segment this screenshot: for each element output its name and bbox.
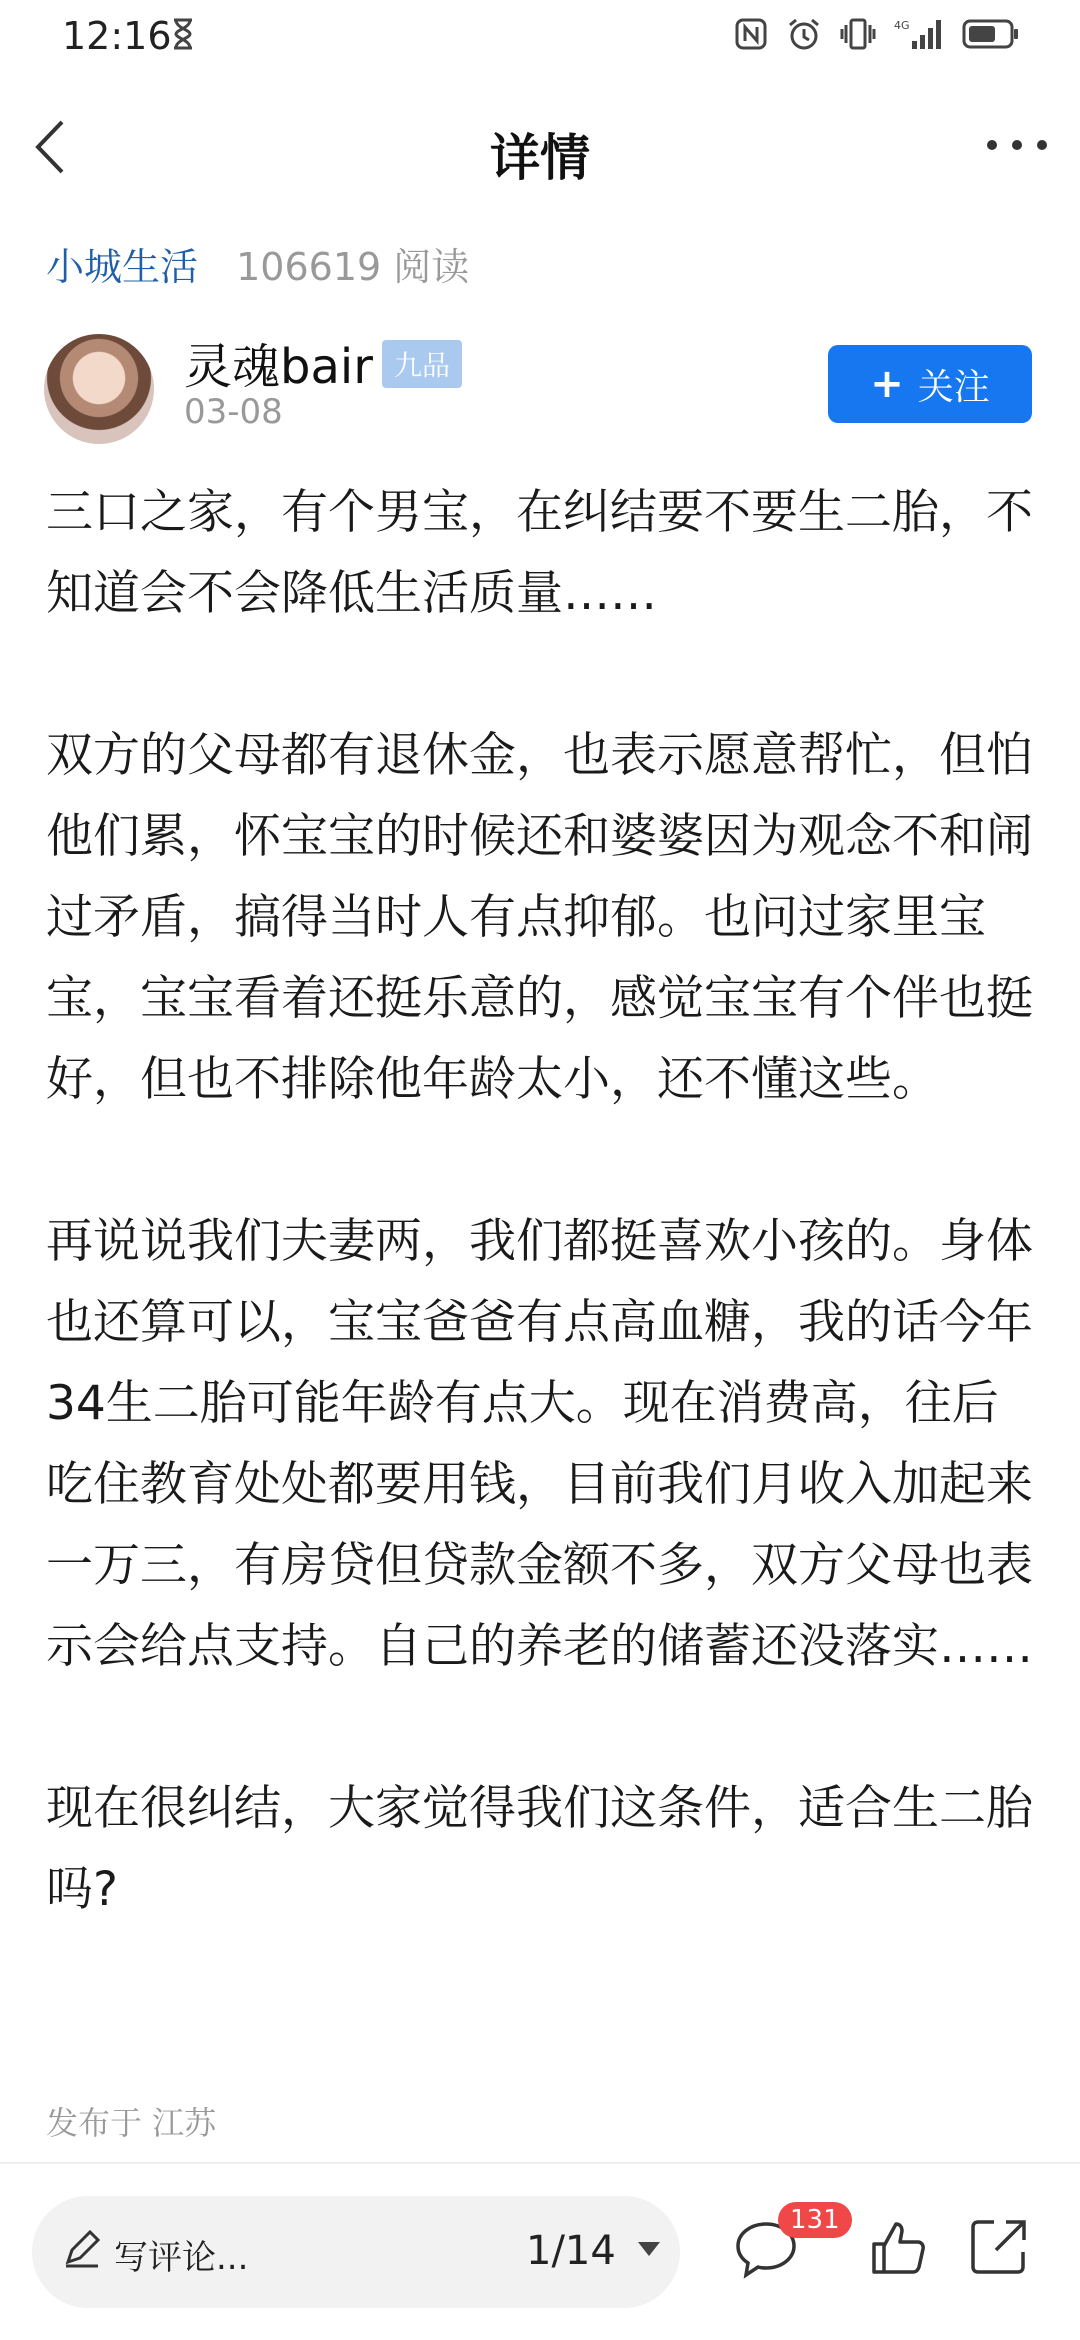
post-date: 03-08 <box>184 392 283 432</box>
caret-down-icon[interactable] <box>636 2240 662 2258</box>
plus-icon: + <box>870 361 904 407</box>
channel-line <box>46 236 469 291</box>
rank-badge: 九品 <box>382 340 462 388</box>
hourglass-icon <box>172 18 194 50</box>
channel-link[interactable]: 小城生活 <box>46 245 199 289</box>
thumbs-up-icon[interactable] <box>868 2218 928 2278</box>
share-icon[interactable] <box>968 2216 1030 2278</box>
svg-text:4G: 4G <box>894 19 910 32</box>
page-title: 详情 <box>490 129 590 187</box>
status-icons <box>734 16 1020 52</box>
nfc-icon <box>734 17 768 51</box>
follow-label: 关注 <box>917 366 990 408</box>
post-body <box>46 472 1042 1930</box>
post-paragraph: 三口之家，有个男宝，在纠结要不要生二胎，不知道会不会降低生活质量…… <box>46 485 1033 621</box>
read-count: 106619 阅读 <box>236 245 470 289</box>
status-bar <box>0 0 1080 78</box>
vibrate-icon <box>840 17 876 51</box>
battery-icon <box>962 19 1020 49</box>
alarm-icon <box>786 16 822 52</box>
more-icon[interactable] <box>982 130 1052 160</box>
top-nav <box>0 90 1080 200</box>
avatar[interactable] <box>44 334 154 444</box>
post-paragraph: 现在很纠结，大家觉得我们这条件，适合生二胎吗? <box>46 1781 1033 1917</box>
author-name[interactable]: 灵魂bair <box>184 339 373 395</box>
comment-input[interactable] <box>32 2196 680 2308</box>
bottom-divider <box>0 2162 1080 2164</box>
post-location: 发布于 江苏 <box>46 2104 217 2142</box>
comment-count-badge: 131 <box>778 2202 852 2238</box>
comment-placeholder: 写评论... <box>114 2238 249 2278</box>
page-indicator[interactable]: 1/14 <box>526 2228 616 2274</box>
post-paragraph: 再说说我们夫妻两，我们都挺喜欢小孩的。身体也还算可以，宝宝爸爸有点高血糖，我的话今年34生二胎可能年龄有点大。现在消费高，往后吃住教育处处都要用钱，目前我们月收入加起来一万三，有房贷但贷款金额不多，双方父母也表示会给点支持。自己的养老的储蓄还没落实…… <box>46 1214 1033 1674</box>
status-time: 12:16 <box>62 14 172 58</box>
4g-signal-icon <box>894 17 944 51</box>
post-paragraph: 双方的父母都有退休金，也表示愿意帮忙，但怕他们累，怀宝宝的时候还和婆婆因为观念不和闹过矛盾，搞得当时人有点抑郁。也问过家里宝宝，宝宝看着还挺乐意的，感觉宝宝有个伴也挺好，但也不排除他年龄太小，还不懂这些。 <box>46 728 1033 1107</box>
pen-icon <box>62 2228 102 2268</box>
follow-button[interactable] <box>828 345 1032 423</box>
